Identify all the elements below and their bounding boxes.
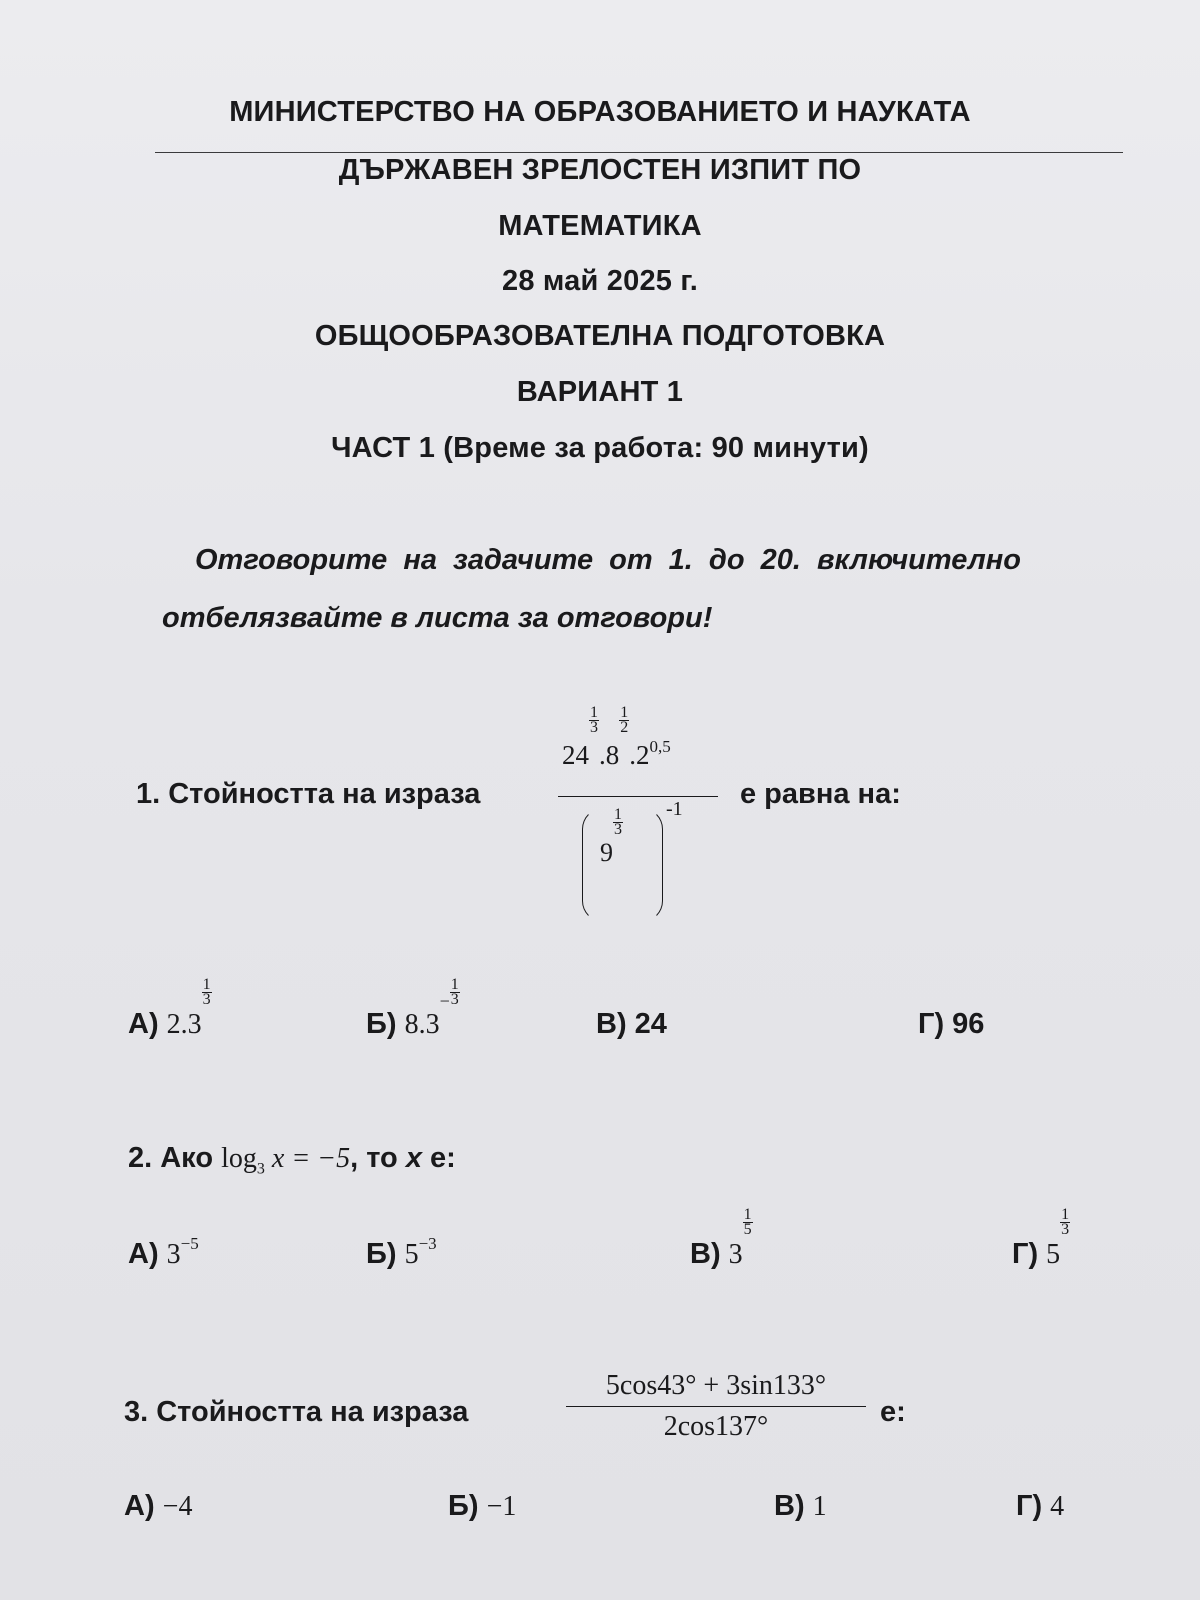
option-value: 5 xyxy=(1046,1239,1061,1270)
option-label: Б) xyxy=(366,1008,397,1040)
option-label: Г) xyxy=(1016,1490,1043,1522)
q3-option-a[interactable] xyxy=(124,1490,192,1523)
q3-option-c[interactable] xyxy=(774,1490,827,1523)
exponent-sign: − xyxy=(439,991,450,1011)
option-label: В) xyxy=(690,1238,721,1270)
exam-date: 28 май 2025 г. xyxy=(501,265,698,297)
q3-option-b[interactable] xyxy=(448,1490,516,1523)
exponent-0-5: 0,5 xyxy=(649,737,671,756)
option-label: А) xyxy=(128,1238,159,1270)
instructions-line1: Отговорите на задачите от 1. до 20. включително xyxy=(195,544,1022,576)
question-3-prefix: 3. Стойността на израза xyxy=(124,1396,469,1428)
option-value: 2.3 xyxy=(166,1009,202,1040)
expression-denominator xyxy=(582,798,683,930)
option-label: В) xyxy=(596,1008,627,1040)
option-value: 1 xyxy=(812,1491,827,1522)
log-expression: $\log_3 x = -5$ xyxy=(221,1143,351,1178)
q2-option-d[interactable] xyxy=(1012,1206,1070,1271)
option-label: А) xyxy=(124,1490,155,1522)
option-exponent: $\frac{1}{3}$ xyxy=(1061,1206,1070,1238)
option-label: В) xyxy=(774,1490,805,1522)
question-1-expression xyxy=(552,700,722,940)
q1-option-b[interactable] xyxy=(366,976,460,1041)
option-exponent: $\frac{1}{3}$ xyxy=(450,976,459,1008)
q1-option-d[interactable] xyxy=(918,1008,984,1041)
question-2-suffix: е: xyxy=(430,1142,456,1174)
question-1-suffix: е равна на: xyxy=(740,778,901,810)
option-exponent: −5 xyxy=(180,1234,199,1253)
base-9: 9 $\frac{1}{3}$ xyxy=(600,806,622,867)
option-label: Б) xyxy=(448,1490,479,1522)
question-2-prefix: 2. Ако xyxy=(128,1142,214,1174)
base-24: 24 xyxy=(562,740,589,770)
option-value: −1 xyxy=(486,1491,517,1522)
base-8: 8 xyxy=(605,740,620,770)
variant-title: ВАРИАНТ 1 xyxy=(516,376,684,408)
question-3-suffix: е: xyxy=(880,1396,906,1428)
option-value: −4 xyxy=(162,1491,193,1522)
level-title: ОБЩООБРАЗОВАТЕЛНА ПОДГОТОВКА xyxy=(314,320,886,352)
question-2-connector: , то xyxy=(350,1142,398,1174)
option-exponent: $\frac{1}{3}$ xyxy=(202,976,211,1008)
question-1-prefix: 1. Стойността на израза xyxy=(136,778,481,810)
right-parenthesis xyxy=(642,808,663,922)
header-divider xyxy=(155,152,1123,153)
option-label: Б) xyxy=(366,1238,397,1270)
q2-option-b[interactable] xyxy=(366,1234,437,1271)
fraction-denominator: 2cos137° xyxy=(663,1411,769,1442)
option-value: 4 xyxy=(1050,1491,1065,1522)
option-label: Г) xyxy=(918,1008,945,1040)
fraction-bar xyxy=(558,796,718,797)
variable-x: x xyxy=(405,1142,422,1174)
option-value: 3 xyxy=(728,1239,743,1270)
q3-option-d[interactable] xyxy=(1016,1490,1064,1523)
option-value: 5 xyxy=(404,1239,419,1270)
option-value: 96 xyxy=(952,1008,985,1040)
option-exponent: $\frac{1}{5}$ xyxy=(743,1206,752,1238)
q1-option-c[interactable] xyxy=(596,1008,667,1041)
q2-option-c[interactable] xyxy=(690,1206,753,1271)
exponent-one-third-denominator: $\frac{1}{3}$ xyxy=(614,806,622,838)
exponent-one-third: $\frac{1}{3}$ xyxy=(590,704,598,736)
exam-title: ДЪРЖАВЕН ЗРЕЛОСТЕН ИЗПИТ ПО xyxy=(338,154,862,186)
exponent-one-half: $\frac{1}{2}$ xyxy=(620,704,629,736)
question-2 xyxy=(128,1142,456,1179)
q2-option-a[interactable] xyxy=(128,1234,199,1271)
instructions-line2: отбелязвайте в листа за отговори! xyxy=(162,602,713,634)
expression-numerator: 24 $\frac{1}{3}$ .8 $\frac{1}{2}$ .2$^{0,5}$ xyxy=(562,704,671,770)
question-3-fraction xyxy=(566,1370,866,1443)
q1-option-a[interactable] xyxy=(128,976,212,1041)
option-label: Г) xyxy=(1012,1238,1039,1270)
option-value: 3 xyxy=(166,1239,181,1270)
option-label: А) xyxy=(128,1008,159,1040)
part-title: ЧАСТ 1 (Време за работа: 90 минути) xyxy=(331,432,869,464)
fraction-numerator: 5cos43° + 3sin133° xyxy=(566,1370,866,1407)
option-value: 8.3 xyxy=(404,1009,440,1040)
ministry-title: МИНИСТЕРСТВО НА ОБРАЗОВАНИЕТО И НАУКАТА xyxy=(229,96,971,128)
subject-title: МАТЕМАТИКА xyxy=(498,210,702,242)
option-exponent: −3 xyxy=(418,1234,437,1253)
outer-exponent-minus-one: -1 xyxy=(666,798,683,820)
option-value: 24 xyxy=(634,1008,667,1040)
base-2: 2 xyxy=(636,740,650,770)
